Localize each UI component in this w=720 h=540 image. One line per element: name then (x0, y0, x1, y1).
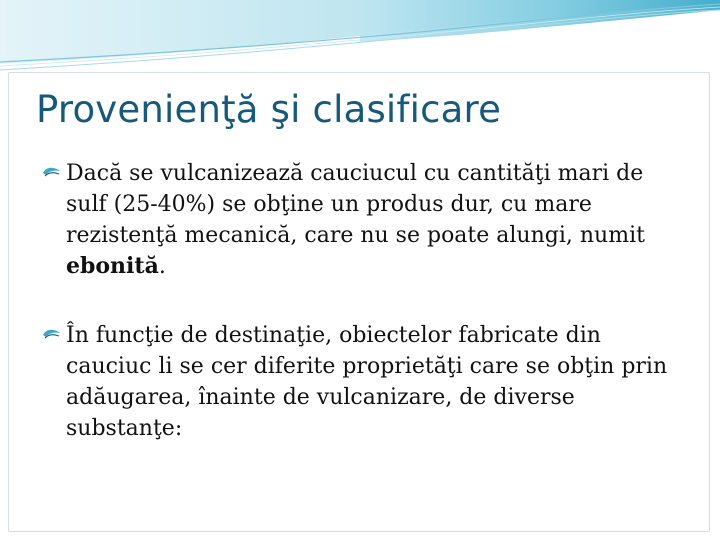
bullet-bold-term: ebonită (66, 253, 159, 279)
bullet-text-end: . (158, 254, 166, 279)
bullet-text: În funcţie de destinaţie, obiectelor fabricate din cauciuc li se cer diferite proprietăţi care se obţin prin adăugarea, înainte de vulcanizare, de diverse substanţe: (66, 323, 668, 441)
bullet-text: Dacă se vulcanizează cauciucul cu cantităţi mari de sulf (25-40%) se obţine un produs dur, cu mare rezistenţă mecanică, care nu se poate alungi, numit (66, 161, 645, 248)
slide-title: Provenienţă şi clasificare (36, 88, 502, 131)
header-wave-decoration (0, 0, 720, 80)
bullet-item-ebonite (40, 158, 690, 282)
bullet-item-destination (40, 320, 690, 444)
arrow-bullet-icon (42, 165, 62, 181)
arrow-bullet-icon (42, 327, 62, 343)
bullet-list (40, 158, 690, 444)
